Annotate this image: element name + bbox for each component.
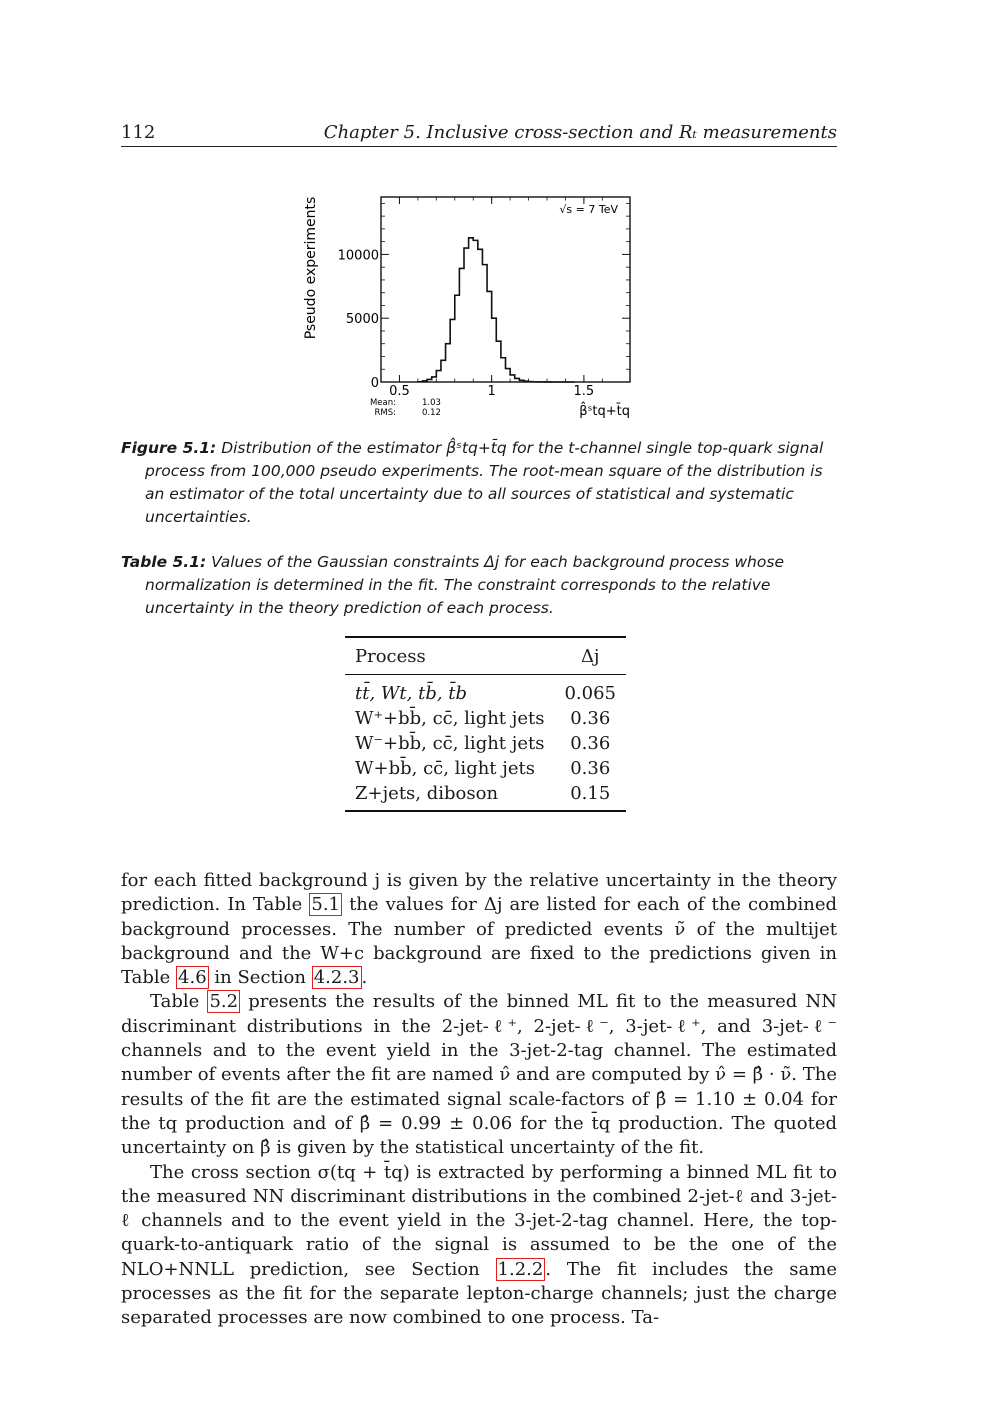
page-header [121, 120, 837, 147]
table-caption-label: Table 5.1: [121, 553, 207, 571]
x-tick-label: 1 [487, 384, 496, 399]
y-tick-label: 10000 [337, 248, 379, 264]
section-link[interactable]: 1.2.2 [497, 1258, 544, 1280]
table-caption [121, 551, 837, 620]
mean-value: 1.03 [422, 398, 441, 408]
text-run: in Section [214, 967, 306, 989]
process-cell: W⁻+bb̄, cc̄, light jets [355, 733, 545, 754]
header-delta: Δj [554, 637, 626, 675]
rms-value: 0.12 [422, 408, 441, 418]
constraints-table [345, 636, 626, 812]
rms-label: RMS: [374, 408, 396, 418]
plot-frame [381, 197, 630, 382]
table-link[interactable]: 4.6 [178, 967, 207, 989]
table-link[interactable]: 5.1 [311, 894, 341, 916]
histogram-bin [478, 249, 483, 382]
figure-caption [121, 437, 837, 529]
text-run: for each fitted background j is given by the relative uncertainty in the theory prediction. In Table [121, 870, 837, 916]
text-run: Table [150, 991, 200, 1013]
x-axis-label: β̂ˢtq+t̄q [579, 404, 630, 419]
figure-caption-label: Figure 5.1: [121, 439, 217, 457]
header-process: Process [345, 637, 554, 675]
figure-caption-text: Distribution of the estimator β̂ˢtq+t̄q for the t-channel single top-quark signal process from 100,000 pseudo experiments. The root-mean square of the distribution is an estimator of the total uncertainty due to all sources of statistical and systematic uncertainties. [145, 439, 824, 526]
paragraph-3 [121, 1161, 837, 1331]
histogram-bin [473, 240, 478, 382]
process-cell: W⁺+bb̄, cc̄, light jets [355, 708, 545, 729]
running-head: Chapter 5. Inclusive cross-section and Rₜ measurements [323, 122, 837, 143]
table-row [345, 675, 626, 707]
text-run: . The fit includes the same processes as the fit for the separate lepton-charge channels; just the charge separated processes are now combined to one process. Ta- [121, 1258, 837, 1329]
delta-cell: 0.36 [570, 758, 611, 779]
table-5-1 [345, 636, 616, 812]
table-link[interactable]: 5.2 [209, 991, 239, 1013]
histogram-bins [418, 238, 575, 382]
process-cell: tt̄, Wt, tb̄, t̄b [355, 683, 468, 704]
plot-border [381, 197, 630, 382]
figure-5-1 [300, 185, 660, 430]
page-number: 112 [121, 122, 156, 143]
y-axis-label: Pseudo experiments [303, 196, 319, 340]
table-caption-text: Values of the Gaussian constraints Δj for each background process whose normalization is determined in the fit. The constraint corresponds to the relative uncertainty in the theory prediction of each process. [145, 553, 784, 617]
x-tick-label: 0.5 [389, 384, 410, 399]
process-cell: Z+jets, diboson [345, 781, 554, 811]
delta-cell: 0.36 [570, 733, 611, 754]
table-header-row [345, 637, 626, 675]
delta-cell: 0.065 [564, 683, 616, 704]
process-cell: W+bb̄, cc̄, light jets [355, 758, 535, 779]
mean-label: Mean: [369, 398, 396, 408]
text-run: the values for Δj are listed for each of the combined background processes. The number of predicted events ν̃ of the multijet background and the W+c background are fixed to the predictions given in Table [121, 894, 838, 989]
table-row [345, 756, 626, 781]
paragraph-2 [121, 990, 837, 1160]
section-link[interactable]: 4.2.3 [313, 967, 360, 989]
text-run: The cross section σ(tq + t̄q) is extracted by performing a binned ML fit to the measured NN discriminant distributions in the combined 2-jet-ℓ and 3-jet-ℓ channels and to the event yield in the 3-jet-2-tag channel. Here, the top-quark-to-antiquark ratio of the signal is assumed to be the one of the NLO+NNLL prediction, see Section [121, 1161, 837, 1280]
delta-cell: 0.36 [570, 708, 611, 729]
y-tick-label: 5000 [345, 312, 379, 328]
table-row [345, 706, 626, 731]
paragraph-1 [121, 869, 837, 990]
text-run: presents the results of the binned ML fit to the measured NN discriminant distributions in the 2-jet-ℓ⁺, 2-jet-ℓ⁻, 3-jet-ℓ⁺, and 3-jet-ℓ⁻ channels and to the event yield in the 3-jet-2-tag channel. The estimated number of events after the fit are named ν̂ and are computed by ν̂ = β̂ · ν̃. The results of the fit are the estimated signal scale-factors of β̂ = 1.10 ± 0.04 for the tq production and of β̂ = 0.99 ± 0.06 for the t̄q production. The quoted uncertainty on β̂ is given by the statistical uncertainty of the fit. [121, 991, 837, 1159]
delta-cell: 0.15 [554, 781, 626, 811]
table-row [345, 731, 626, 756]
x-tick-label: 1.5 [573, 384, 595, 399]
y-tick-label: 0 [370, 376, 379, 391]
energy-annotation: √s = 7 TeV [559, 203, 618, 216]
table-row [345, 781, 626, 811]
body-text [121, 869, 837, 1331]
histogram-bin [469, 238, 474, 382]
text-run: . [361, 967, 368, 989]
histogram-chart [300, 185, 660, 430]
